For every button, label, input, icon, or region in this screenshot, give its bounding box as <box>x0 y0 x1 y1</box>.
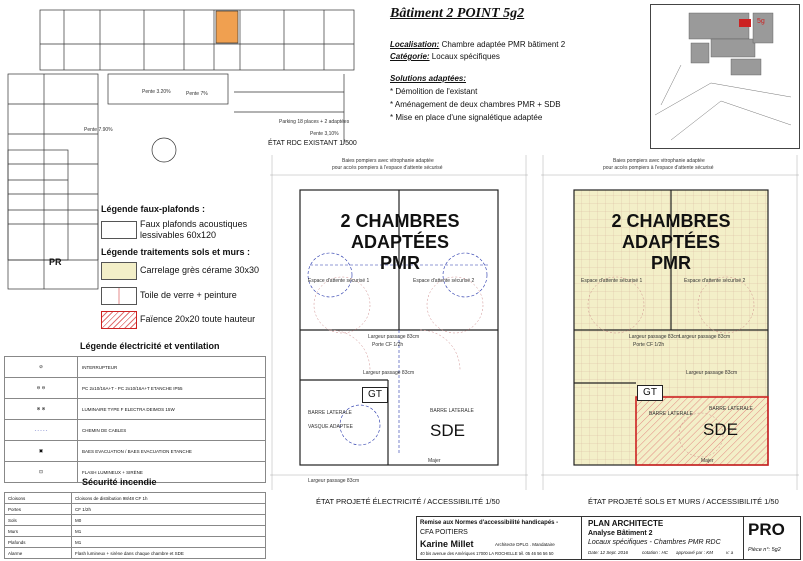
doc-type: PLAN ARCHITECTE <box>588 519 664 528</box>
plan-floor-title: 2 CHAMBRES ADAPTÉES PMR <box>611 211 731 273</box>
subject-label: Locaux spécifiques - Chambres PMR RDC <box>588 539 721 546</box>
waiting-area-1: Espace d'attente sécurisé 1 <box>581 278 643 284</box>
solution-3: * Mise en place d'une signalétique adaptée <box>390 113 543 122</box>
categorie-value: Locaux spécifiques <box>431 52 500 61</box>
basin-label: VASQUE ADAPTEE <box>308 424 353 430</box>
localisation-value: Chambre adaptée PMR bâtiment 2 <box>441 40 566 49</box>
legend-elec-table <box>4 356 266 483</box>
plan-electricity <box>270 155 528 490</box>
door-cf-1: Porte CF 1/2h <box>633 342 665 348</box>
passage-width-2: Largeur passage 83cm <box>363 370 415 376</box>
pr-label: PR <box>49 257 62 267</box>
solutions-label: Solutions adaptées: <box>390 74 467 83</box>
existing-plan-drawing <box>4 4 364 149</box>
flash-siren-icon: ⊡ <box>5 462 78 483</box>
security-table <box>4 492 266 559</box>
plan-elec-title: 2 CHAMBRES ADAPTÉES PMR <box>340 211 460 273</box>
title-block-mid <box>582 517 742 559</box>
legend-floor-swatch-faience <box>101 311 137 329</box>
phase-label: PRO <box>748 520 785 539</box>
passage-width-2: Largeur passage 83cm <box>679 334 731 340</box>
bar-label-1: BARRE LATERALE <box>649 411 693 417</box>
legend-floor-swatch-tile <box>101 262 137 280</box>
solution-1: * Démolition de l'existant <box>390 87 478 96</box>
table-row: Cloisons Cloisons de distribution 98/48 CF 1h <box>5 493 266 504</box>
cable-tray-icon: - - - - - <box>5 420 78 441</box>
bar-label-1: BARRE LATERALE <box>308 410 352 416</box>
legend-floor-swatch-glass <box>101 287 137 305</box>
switch-icon: ⊘ <box>5 357 78 378</box>
title-block-right <box>743 517 801 559</box>
date-label: Date: 12 Sept. 2016 <box>588 550 629 555</box>
project-label: Remise aux Normes d'accessibilité handicapés - <box>420 520 559 526</box>
legend-elec-row: ⊖ ⊖ PC 2x10/16A+T - PC 2x10/16A+T ETANCHE IP55 <box>5 378 266 399</box>
legend-ceilings-title: Légende faux-plafonds : <box>101 204 206 214</box>
legend-elec-row: - - - - - CHEMIN DE CABLES <box>5 420 266 441</box>
table-row: Murs M1 <box>5 526 266 537</box>
site-plan <box>650 4 800 149</box>
slope-label-1: Pente 3.20% <box>142 89 171 95</box>
existing-plan-caption: ÉTAT RDC EXISTANT 1/500 <box>268 140 357 147</box>
table-row: Alarme Flash lumineux + sirène dans chaque chambre et SDE <box>5 548 266 559</box>
piece-label: Pièce n°: 5g2 <box>748 547 781 553</box>
passage-width-1: Largeur passage 83cm <box>629 334 681 340</box>
categorie <box>390 53 500 61</box>
slope-label-3: Pente 7.90% <box>84 127 113 133</box>
plan-electricity-drawing <box>270 155 528 490</box>
localisation <box>390 41 565 49</box>
solution-2: * Aménagement de deux chambres PMR + SDB <box>390 100 561 109</box>
analysis-label: Analyse Bâtiment 2 <box>588 530 653 537</box>
plan-elec-sde: SDE <box>430 421 465 440</box>
legend-elec-row: ⊗ ⊗ LUMINAIRE TYPE F ELECTRA DEIMOS 15W <box>5 399 266 420</box>
parking-label: Parking 18 places + 2 adaptées <box>279 119 350 125</box>
table-row: Sols M0 <box>5 515 266 526</box>
client-label: CFA POITIERS <box>420 529 468 536</box>
legend-floor-item-1: Carrelage grès cérame 30x30 <box>140 265 260 275</box>
passage-width-3: Largeur passage 83cm <box>686 370 738 376</box>
plan-floors <box>541 155 799 490</box>
firemen-note-2: pour accès pompiers à l'espace d'attente sécurisé <box>332 165 443 171</box>
door-cf-1: Porte CF 1/2h <box>372 342 404 348</box>
architect-title: Architecte DPLG . Mandataire <box>495 542 555 547</box>
plan-floor-caption: ÉTAT PROJETÉ SOLS ET MURS / ACCESSIBILITÉ 1/50 <box>588 497 779 506</box>
plan-floor-gt: GT <box>637 385 663 401</box>
legend-floors-title: Légende traitements sols et murs : <box>101 247 251 257</box>
localisation-label: Localisation: <box>390 40 440 49</box>
slope-label-2: Pente 7% <box>186 91 208 97</box>
version-label: v: a <box>726 550 734 555</box>
approved-label: approuvé par : KM <box>676 550 714 555</box>
passage-width-1: Largeur passage 83cm <box>368 334 420 340</box>
page-title: Bâtiment 2 POINT 5g2 <box>390 6 525 21</box>
light-icon: ⊗ ⊗ <box>5 399 78 420</box>
categorie-label: Catégorie: <box>390 52 430 61</box>
plan-floor-sde: SDE <box>703 420 738 439</box>
site-marker: 5g <box>757 18 765 25</box>
legend-elec-row: ⊡ FLASH LUMINEUX + SIRÈNE <box>5 462 266 483</box>
legend-elec-row: ⊘ INTERRUPTEUR <box>5 357 266 378</box>
socket-icon: ⊖ ⊖ <box>5 378 78 399</box>
firemen-note-1: Baies pompiers avec vitrophanie adaptée <box>342 158 434 164</box>
site-plan-drawing <box>651 5 799 148</box>
legend-floor-item-3: Faïence 20x20 toute hauteur <box>140 314 256 324</box>
legend-ceilings-swatch <box>101 221 137 239</box>
plan-floors-drawing <box>541 155 799 490</box>
firemen-note-1: Baies pompiers avec vitrophanie adaptée <box>613 158 705 164</box>
table-row: Plafonds M1 <box>5 537 266 548</box>
title-block <box>416 516 801 560</box>
legend-ceilings-item: Faux plafonds acoustiques lessivables 60x120 <box>140 219 248 240</box>
waiting-area-2: Espace d'attente sécurisé 2 <box>684 278 746 284</box>
existing-plan <box>4 4 364 149</box>
cotation-label: cotation : HC <box>642 550 669 555</box>
legend-elec-row: ▣ BAES EVACUATION / BAES EVACUATION ETANCHE <box>5 441 266 462</box>
legend-floor-item-2: Toile de verre + peinture <box>140 290 237 300</box>
security-title: Sécurité incendie <box>82 477 157 487</box>
major-label: Majer <box>701 458 714 464</box>
plan-elec-caption: ÉTAT PROJETÉ ÉLECTRICITÉ / ACCESSIBILITÉ 1/50 <box>316 497 500 506</box>
plan-elec-gt: GT <box>362 387 388 403</box>
passage-width-3: Largeur passage 83cm <box>308 478 360 484</box>
waiting-area-2: Espace d'attente sécurisé 2 <box>413 278 475 284</box>
bar-label-2: BARRE LATERALE <box>430 408 474 414</box>
table-row: Portes CF 1/2h <box>5 504 266 515</box>
architect-name: Karine Millet <box>420 539 474 549</box>
waiting-area-1: Espace d'attente sécurisé 1 <box>308 278 370 284</box>
architect-address: 40 bis avenue des Amériques 17000 LA ROCHELLE tél. 05 46 56 56 50 <box>420 551 554 556</box>
slope-label-4: Pente 3,10% <box>310 131 339 137</box>
legend-elec-title: Légende électricité et ventilation <box>80 341 220 351</box>
major-label: Majer <box>428 458 441 464</box>
title-block-left <box>417 517 582 559</box>
emergency-light-icon: ▣ <box>5 441 78 462</box>
bar-label-2: BARRE LATERALE <box>709 406 753 412</box>
existing-plan-lower <box>4 150 100 290</box>
firemen-note-2: pour accès pompiers à l'espace d'attente sécurisé <box>603 165 714 171</box>
